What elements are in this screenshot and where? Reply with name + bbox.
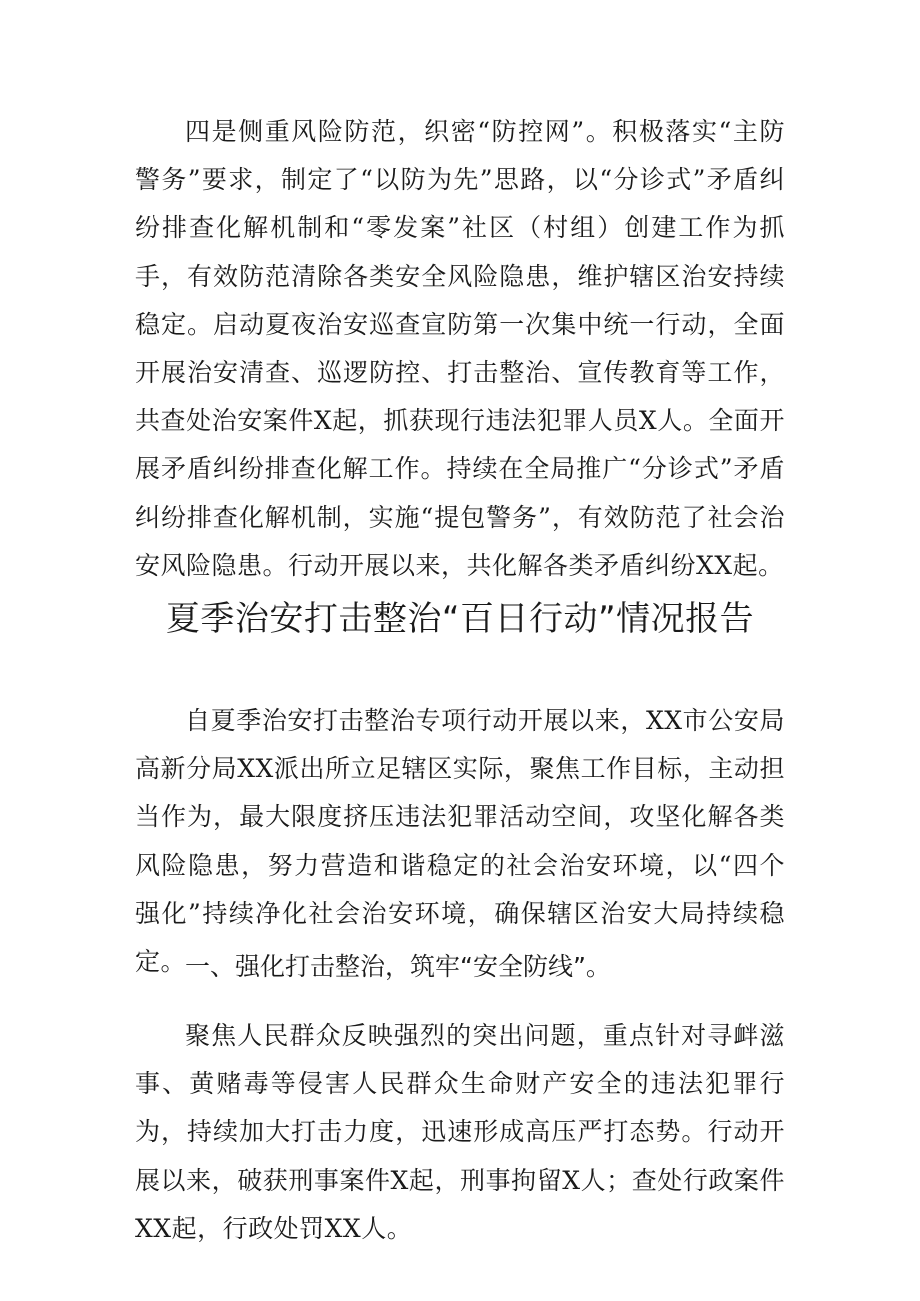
body-paragraph-introduction: 自夏季治安打击整治专项行动开展以来，XX市公安局高新分局XX派出所立足辖区实际，聚焦工作目标，主动担当作为，最大限度挤压违法犯罪活动空间，攻坚化解各类风险隐患，努力营造和谐稳定的社会治安环境，以“四个强化”持续净化社会治安环境，确保辖区治安大局持续稳定。 [135,706,785,977]
section-heading: 一、强化打击整治，筑牢“安全防线”。 [185,952,611,981]
body-paragraph-risk-prevention: 四是侧重风险防范，织密“防控网”。积极落实“主防警务”要求，制定了“以防为先”思路，以“分诊式”矛盾纠纷排查化解机制和“零发案”社区（村组）创建工作为抓手，有效防范清除各类安全风险隐患，维护辖区治安持续稳定。启动夏夜治安巡查宣防第一次集中统一行动，全面开展治安清查、巡逻防控、打击整治、宣传教育等工作，共查处治安案件X起，抓获现行违法犯罪人员X人。全面开展矛盾纠纷排查化解工作。持续在全局推广“分诊式”矛盾纠纷排查化解机制，实施“提包警务”，有效防范了社会治安风险隐患。行动开展以来，共化解各类矛盾纠纷XX起。 [135,117,785,580]
body-paragraph-crackdown: 聚焦人民群众反映强烈的突出问题，重点针对寻衅滋事、黄赌毒等侵害人民群众生命财产安全的违法犯罪行为，持续加大打击力度，迅速形成高压严打态势。行动开展以来，破获刑事案件X起，刑事拘留X人；查处行政案件XX起，行政处罚XX人。 [135,1021,785,1243]
report-title: 夏季治安打击整治“百日行动”情况报告 [165,599,755,639]
